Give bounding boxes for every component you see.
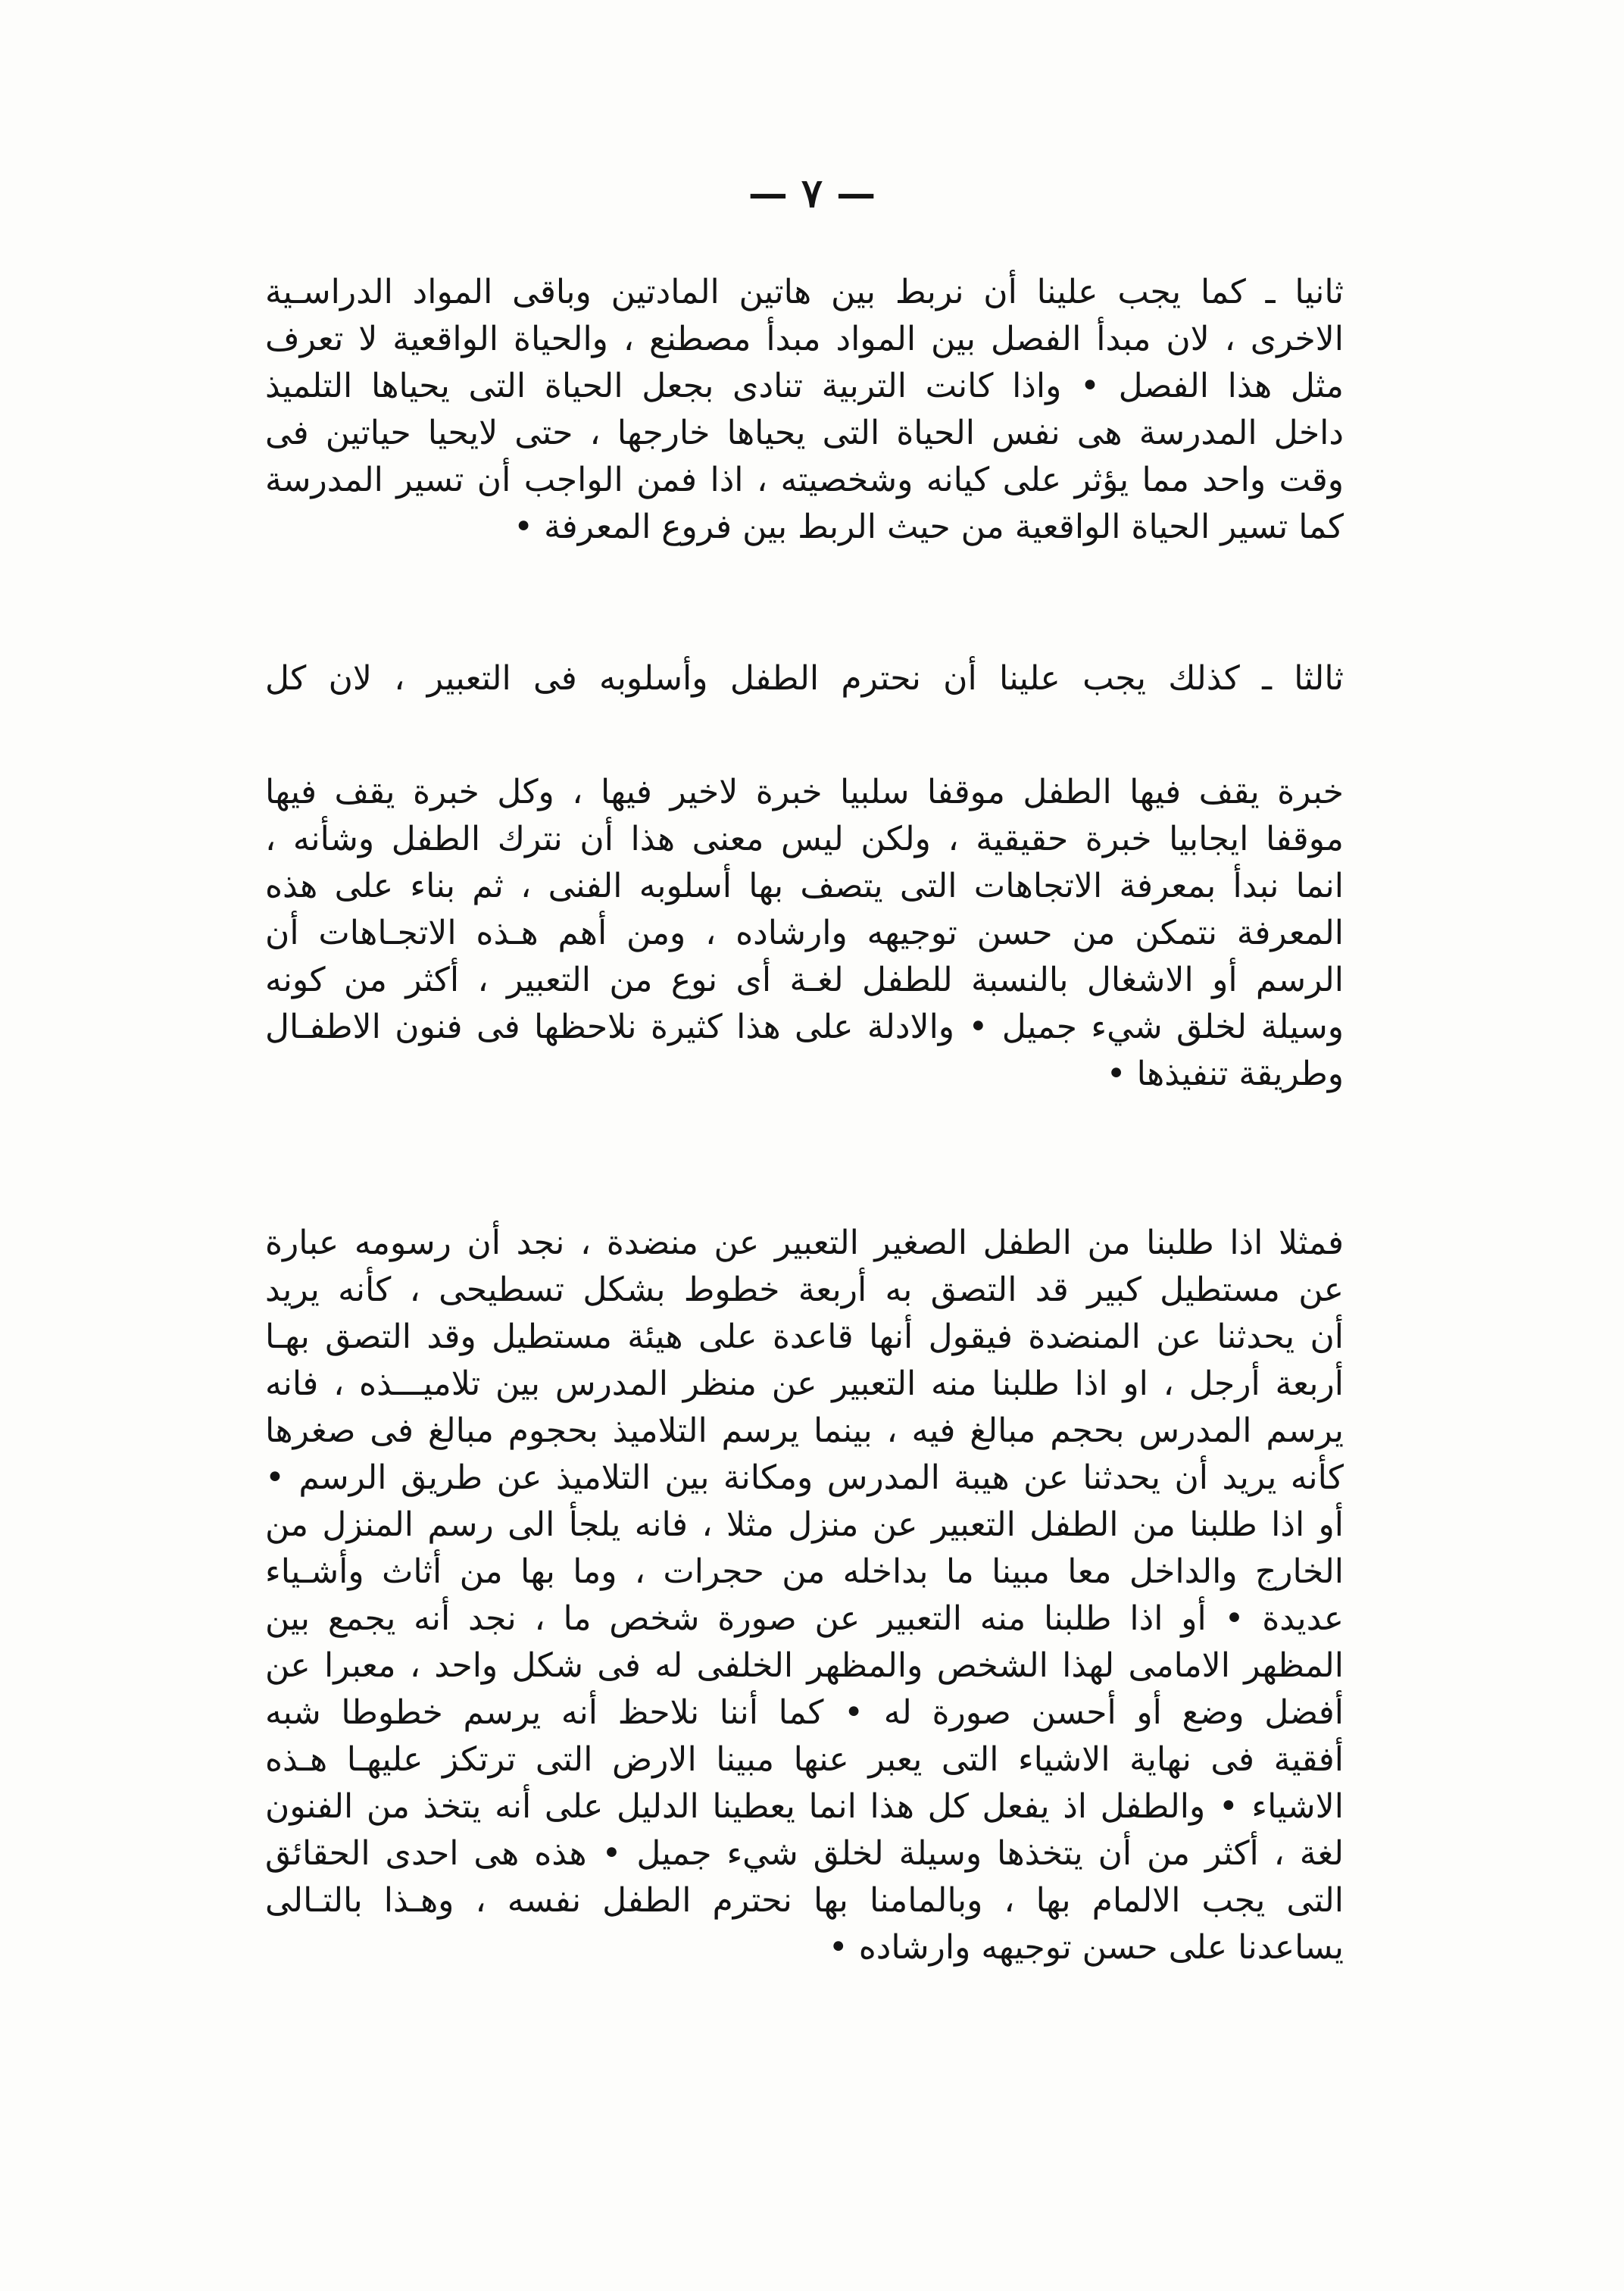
paragraph-second-point [265,269,1344,551]
text-line: أربعة أرجل ، او اذا طلبنا منه التعبير عن منظر المدرس بين تلاميـــذه ، فانه [265,1364,1344,1403]
text-line: خبرة يقف فيها الطفل موقفا سلبيا خبرة لاخير فيها ، وكل خبرة يقف فيها [265,773,1344,811]
text-line: فمثلا اذا طلبنا من الطفل الصغير التعبير عن منضدة ، نجد أن رسومه عبارة [265,1224,1344,1262]
text-line: الرسم أو الاشغال بالنسبة للطفل لغـة أى نوع من التعبير ، أكثر من كونه [265,961,1344,999]
text-line: أن يحدثنا عن المنضدة فيقول أنها قاعدة على هيئة مستطيل وقد التصق بهـا [265,1317,1344,1356]
text-line: كما تسير الحياة الواقعية من حيث الربط بين فروع المعرفة • [514,508,1344,546]
text-line: ثالثا ـ كذلك يجب علينا أن نحترم الطفل وأسلوبه فى التعبير ، لان كل [265,659,1344,698]
text-line: أفضل وضع أو أحسن صورة له • كما أننا نلاحظ أنه يرسم خطوطا شبه [265,1693,1344,1732]
text-line: يرسم المدرس بحجم مبالغ فيه ، بينما يرسم التلاميذ بحجوم مبالغ فى صغرها [265,1411,1344,1450]
text-line: الخارج والداخل معا مبينا ما بداخله من حجرات ، وما بها من أثاث وأشـياء [265,1552,1344,1591]
paragraph-child-expression [265,769,1344,1098]
text-line: داخل المدرسة هى نفس الحياة التى يحياها خارجها ، حتى لايحيا حياتين فى [265,414,1344,452]
text-line: عديدة • أو اذا طلبنا منه التعبير عن صورة شخص ما ، نجد أنه يجمع بين [265,1599,1344,1638]
text-line: المظهر الامامى لهذا الشخص والمظهر الخلفى له فى شكل واحد ، معبرا عن [265,1646,1344,1685]
paragraph-third-point [265,655,1344,702]
text-line: وقت واحد مما يؤثر على كيانه وشخصيته ، اذا فمن الواجب أن تسير المدرسة [265,461,1344,499]
text-line: لغة ، أكثر من أن يتخذها وسيلة لخلق شيء جميل • هذه هى احدى الحقائق [265,1834,1344,1873]
text-line: أفقية فى نهاية الاشياء التى يعبر عنها مبينا الارض التى ترتكز عليهـا هـذه [265,1740,1344,1779]
text-line: التى يجب الالمام بها ، وبالمامنا بها نحترم الطفل نفسه ، وهـذا بالتـالى [265,1881,1344,1920]
text-line: يساعدنا على حسن توجيهه وارشاده • [828,1928,1344,1967]
text-line: الاشياء • والطفل اذ يفعل كل هذا انما يعطينا الدليل على أنه يتخذ من الفنون [265,1787,1344,1826]
text-line: مثل هذا الفصل • واذا كانت التربية تنادى بجعل الحياة التى يحياها التلميذ [265,367,1344,405]
text-line: أو اذا طلبنا من الطفل التعبير عن منزل مثلا ، فانه يلجأ الى رسم المنزل من [265,1505,1344,1544]
text-line: انما نبدأ بمعرفة الاتجاهات التى يتصف بها أسلوبه الفنى ، ثم بناء على هذه [265,867,1344,905]
page-number: — ٧ — [748,170,876,217]
text-line: وسيلة لخلق شيء جميل • والادلة على هذا كثيرة نلاحظها فى فنون الاطفـال [265,1008,1344,1046]
text-line: عن مستطيل كبير قد التصق به أربعة خطوط بشكل تسطيحى ، كأنه يريد [265,1271,1344,1309]
text-line: الاخرى ، لان مبدأ الفصل بين المواد مبدأ مصطنع ، والحياة الواقعية لا تعرف [265,320,1344,358]
text-line: وطريقة تنفيذها • [1106,1055,1344,1093]
text-line: موقفا ايجابيا خبرة حقيقية ، ولكن ليس معنى هذا أن نترك الطفل وشأنه ، [265,820,1344,858]
text-line: كأنه يريد أن يحدثنا عن هيبة المدرس ومكانة بين التلاميذ عن طريق الرسم • [265,1458,1344,1497]
paragraph-examples [265,1220,1344,1971]
text-line: ثانيا ـ كما يجب علينا أن نربط بين هاتين المادتين وباقى المواد الدراسـية [265,273,1344,311]
text-line: المعرفة نتمكن من حسن توجيهه وارشاده ، ومن أهم هـذه الاتجـاهات أن [265,914,1344,952]
